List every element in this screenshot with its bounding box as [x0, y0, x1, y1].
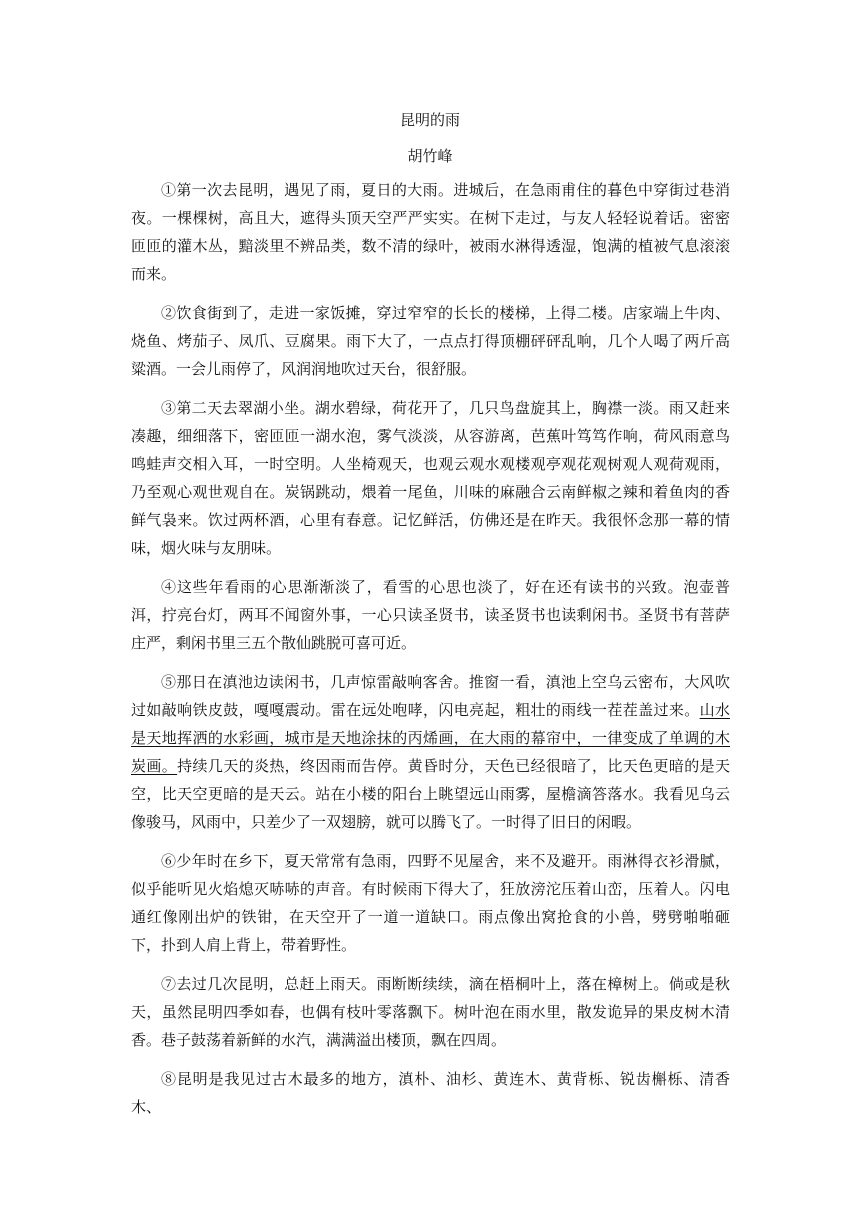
- paragraph-7: ⑦去过几次昆明，总赶上雨天。雨断断续续，滴在梧桐叶上，落在樟树上。倘或是秋天，虽然昆明四季如春，也偶有枝叶零落飘下。树叶泡在雨水里，散发诡异的果皮树木清香。巷子鼓荡着新鲜的水汽，满满溢出楼顶，飘在四周。: [131, 975, 730, 1049]
- essay-body: [131, 176, 730, 1121]
- paragraph-5-before-underline: ⑤那日在滇池边读闲书，几声惊雷敲响客舍。推窗一看，滇池上空乌云密布，大风吹过如敲响铁皮鼓，嘎嘎震动。雷在远处咆哮，闪电亮起，粗壮的雨线一茬茬盖过来。: [131, 673, 730, 719]
- essay-author: 胡竹峰: [407, 147, 453, 165]
- essay-title: 昆明的雨: [399, 111, 460, 129]
- paragraph-4: ④这些年看雨的心思渐渐淡了，看雪的心思也淡了，好在还有读书的兴致。泡壶普洱，拧亮台灯，两耳不闻窗外事，一心只读圣贤书，读圣贤书也读剩闲书。圣贤书有菩萨庄严，剩闲书里三五个散仙跳脱可喜可近。: [131, 578, 730, 652]
- paragraph-2: ②饮食街到了，走进一家饭摊，穿过窄窄的长长的楼梯，上得二楼。店家端上牛肉、烧鱼、烤茄子、凤爪、豆腐果。雨下大了，一点点打得顶棚砰砰乱响，几个人喝了两斤高粱酒。一会儿雨停了，风润润地吹过天台，很舒服。: [131, 304, 730, 378]
- underlined-sentence: 山水是天地挥洒的水彩画，城市是天地涂抹的丙烯画，在大雨的幕帘中，一律变成了单调的木炭画。: [131, 701, 730, 775]
- paragraph-1: ①第一次去昆明，遇见了雨，夏日的大雨。进城后，在急雨甫住的暮色中穿街过巷消夜。一棵棵树，高且大，遮得头顶天空严严实实。在树下走过，与友人轻轻说着话。密密匝匝的灌木丛，黯淡里不辨品类，数不清的绿叶，被雨水淋得透湿，饱满的植被气息滚滚而来。: [131, 181, 730, 283]
- paragraph-3: ③第二天去翠湖小坐。湖水碧绿，荷花开了，几只鸟盘旋其上，胸襟一淡。雨又赶来凑趣，细细落下，密匝匝一湖水泡，雾气淡淡，从容游离，芭蕉叶笃笃作响，荷风雨意鸟鸣蛙声交相入耳，一时空明。人坐椅观天，也观云观水观楼观亭观花观树观人观荷观雨，乃至观心观世观自在。炭锅跳动，煨着一尾鱼，川味的麻融合云南鲜椒之辣和着鱼肉的香鲜气袅来。饮过两杯酒，心里有春意。记忆鲜活，仿佛还是在昨天。我很怀念那一幕的情味，烟火味与友朋味。: [131, 399, 730, 557]
- paragraph-8: ⑧昆明是我见过古木最多的地方，滇朴、油杉、黄连木、黄背栎、锐齿槲栎、清香木、: [131, 1070, 730, 1116]
- paragraph-5-after-underline: 持续几天的炎热，终因雨而告停。黄昏时分，天色已经很暗了，比天色更暗的是天空，比天空更暗的是天云。站在小楼的阳台上眺望远山雨雾，屋檐滴答落水。我看见乌云像骏马，风雨中，只差少了一双翅膀，就可以腾飞了。一时得了旧日的闲暇。: [131, 757, 730, 831]
- paragraph-6: ⑥少年时在乡下，夏天常常有急雨，四野不见屋舍，来不及避开。雨淋得衣衫滑腻，似乎能听见火焰熄灭哧哧的声音。有时候雨下得大了，狂放滂沱压着山峦，压着人。闪电通红像刚出炉的铁钳，在天空开了一道一道缺口。雨点像出窝抢食的小兽，劈劈啪啪砸下，扑到人肩上背上，带着野性。: [131, 852, 730, 954]
- paragraph-5: [131, 668, 730, 836]
